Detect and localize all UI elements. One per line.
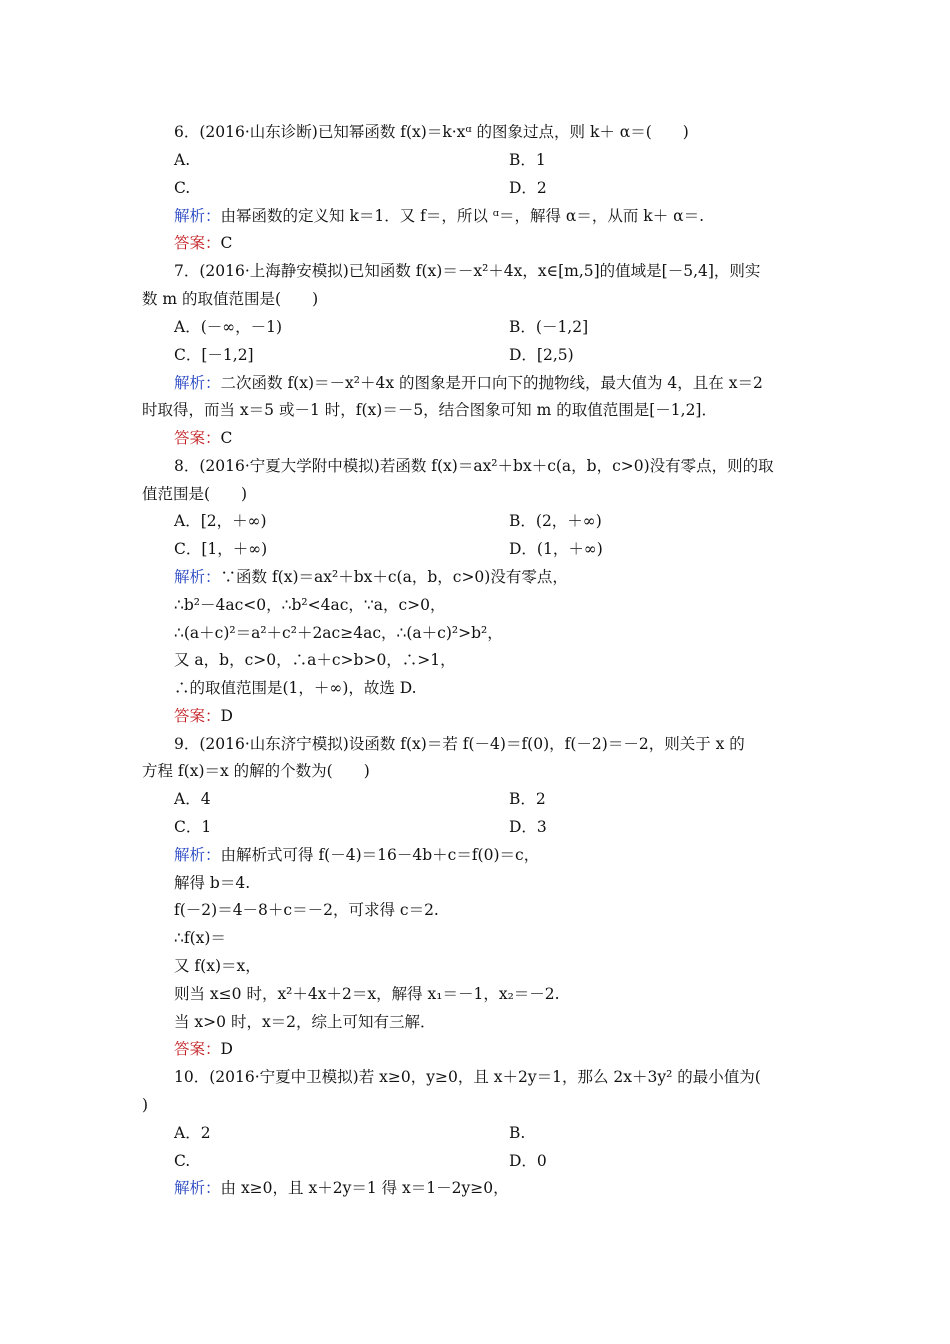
q6-option-d: D．2 — [509, 179, 547, 197]
answer-label: 答案： — [174, 234, 221, 252]
q10-analysis-text-1: 由 x≥0，且 x＋2y＝1 得 x＝1－2y≥0， — [220, 1179, 509, 1197]
q7-analysis — [174, 372, 763, 394]
q8-option-d: D．(1，＋∞) — [509, 540, 603, 558]
q9-stem-line-2: 方程 f(x)＝x 的解的个数为( ) — [142, 762, 370, 780]
analysis-label: 解析： — [174, 846, 221, 864]
q8-analysis-line-5: ∴的取值范围是(1，＋∞)，故选 D. — [174, 679, 417, 697]
q10-stem-line-2: ) — [142, 1096, 149, 1114]
q10-option-d: D．0 — [509, 1152, 547, 1170]
q10-option-b: B. — [509, 1124, 526, 1142]
q9-option-d: D．3 — [509, 818, 547, 836]
q6-stem: 6．(2016·山东诊断)已知幂函数 f(x)＝k·xᵅ 的图象过点，则 k＋ α＝( ) — [174, 123, 689, 141]
q10-option-a: A．2 — [174, 1124, 211, 1142]
q7-option-d: D．[2,5) — [509, 346, 574, 364]
analysis-label: 解析： — [174, 568, 221, 586]
q9-analysis-text-1: 由解析式可得 f(－4)＝16－4b＋c＝f(0)＝c， — [220, 846, 540, 864]
q9-analysis — [174, 844, 539, 866]
answer-label: 答案： — [174, 1040, 221, 1058]
q8-option-b: B．(2，＋∞) — [509, 512, 602, 530]
q8-analysis — [174, 566, 568, 588]
q9-analysis-line-7: 当 x>0 时，x＝2，综上可知有三解． — [174, 1013, 436, 1031]
q9-option-a: A．4 — [174, 790, 211, 808]
q8-answer-value: D — [220, 707, 233, 725]
q6-answer — [174, 232, 232, 254]
q8-analysis-text-1: ∵函数 f(x)＝ax²＋bx＋c(a，b，c>0)没有零点， — [220, 568, 568, 586]
q8-option-c: C．[1，＋∞) — [174, 540, 268, 558]
q10-stem-line-1: 10．(2016·宁夏中卫模拟)若 x≥0，y≥0，且 x＋2y＝1，那么 2x＋3y² 的最小值为( — [174, 1068, 761, 1086]
q7-answer-value: C — [220, 429, 233, 447]
q9-answer-value: D — [220, 1040, 233, 1058]
q7-analysis-line-2: 时取得，而当 x＝5 或－1 时，f(x)＝－5，结合图象可知 m 的取值范围是[－1,2]． — [142, 401, 717, 419]
q9-option-c: C．1 — [174, 818, 212, 836]
q7-analysis-text-1: 二次函数 f(x)＝－x²＋4x 的图象是开口向下的抛物线，最大值为 4，且在 x＝2 — [220, 374, 763, 392]
q8-option-a: A．[2，＋∞) — [174, 512, 267, 530]
q9-analysis-line-4: ∴f(x)＝ — [174, 929, 226, 947]
q6-option-c: C. — [174, 179, 191, 197]
q8-analysis-line-4: 又 a，b，c>0，∴a＋c>b>0，∴>1， — [174, 651, 456, 669]
analysis-label: 解析： — [174, 207, 221, 225]
q7-stem-line-1: 7．(2016·上海静安模拟)已知函数 f(x)＝－x²＋4x，x∈[m,5]的值域是[－5,4]，则实 — [174, 262, 761, 280]
q9-analysis-line-3: f(－2)＝4－8＋c＝－2，可求得 c＝2. — [174, 901, 439, 919]
q7-option-c: C．[－1,2] — [174, 346, 254, 364]
q9-stem-line-1: 9．(2016·山东济宁模拟)设函数 f(x)＝若 f(－4)＝f(0)，f(－2)＝－2，则关于 x 的 — [174, 735, 745, 753]
q6-answer-value: C — [220, 234, 233, 252]
q8-stem-line-1: 8．(2016·宁夏大学附中模拟)若函数 f(x)＝ax²＋bx＋c(a，b，c>0)没有零点，则的取 — [174, 457, 774, 475]
q7-stem-line-2: 数 m 的取值范围是( ) — [142, 290, 319, 308]
answer-label: 答案： — [174, 429, 221, 447]
q9-option-b: B．2 — [509, 790, 546, 808]
q10-option-c: C. — [174, 1152, 191, 1170]
q8-analysis-line-2: ∴b²－4ac<0，∴b²<4ac，∵a，c>0， — [174, 596, 446, 614]
q6-analysis-text: 由幂函数的定义知 k＝1．又 f＝，所以 ᵅ＝，解得 α＝，从而 k＋ α＝. — [220, 207, 705, 225]
q10-analysis — [174, 1177, 509, 1199]
q9-analysis-line-6: 则当 x≤0 时，x²＋4x＋2＝x，解得 x₁＝－1，x₂＝－2. — [174, 985, 560, 1003]
q6-analysis — [174, 205, 704, 227]
q7-answer — [174, 427, 232, 449]
analysis-label: 解析： — [174, 1179, 221, 1197]
answer-label: 答案： — [174, 707, 221, 725]
q8-answer — [174, 705, 233, 727]
q8-stem-line-2: 值范围是( ) — [142, 485, 248, 503]
q6-option-b: B．1 — [509, 151, 546, 169]
q9-analysis-line-2: 解得 b＝4. — [174, 874, 251, 892]
q6-option-a: A. — [174, 151, 191, 169]
q7-option-b: B．(－1,2] — [509, 318, 589, 336]
q9-analysis-line-5: 又 f(x)＝x， — [174, 957, 261, 975]
q7-option-a: A．(－∞，－1) — [174, 318, 283, 336]
q9-answer — [174, 1038, 233, 1060]
analysis-label: 解析： — [174, 374, 221, 392]
q8-analysis-line-3: ∴(a＋c)²＝a²＋c²＋2ac≥4ac，∴(a＋c)²>b²， — [174, 624, 503, 642]
